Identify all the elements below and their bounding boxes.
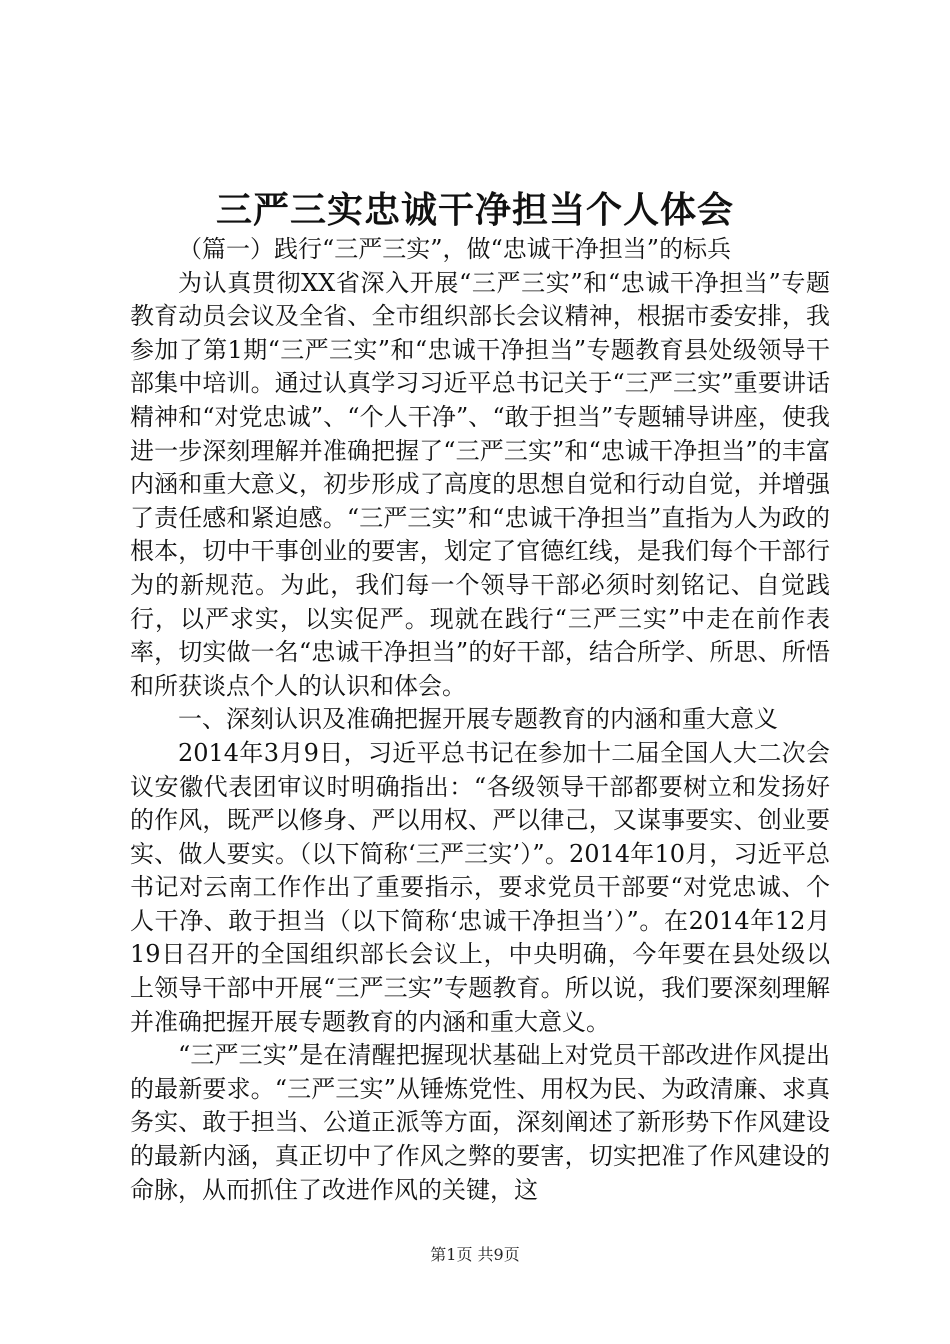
- paragraph-subtitle: （篇一）践行“三严三实”，做“忠诚干净担当”的标兵: [178, 235, 732, 263]
- page-number-footer: 第1页 共9页: [430, 1245, 520, 1264]
- paragraph-background: 2014年3月9日，习近平总书记在参加十二届全国人大二次会议安徽代表团审议时明确指出：“各级领导干部都要树立和发扬好的作风，既严以修身、严以用权、严以律己，又谋事要实、创业要实、做人要实。（以下简称‘三严三实’）”。2014年10月，习近平总书记对云南工作作出了重要指示，要求党员干部要“对党忠诚、个人干净、敢于担当（以下简称‘忠诚干净担当’）”。在2014年12月19日召开的全国组织部长会议上，中央明确，今年要在县处级以上领导干部中开展“三严三实”专题教育。所以说，我们要深刻理解并准确把握开展专题教育的内涵和重大意义。: [130, 738, 830, 1036]
- section-heading: 一、深刻认识及准确把握开展专题教育的内涵和重大意义: [178, 705, 778, 734]
- document-title: 三严三实忠诚干净担当个人体会: [215, 189, 734, 231]
- paragraph-intro: 为认真贯彻XX省深入开展“三严三实”和“忠诚干净担当”专题教育动员会议及全省、全市组织部长会议精神，根据市委安排，我参加了第1期“三严三实”和“忠诚干净担当”专题教育县处级领导干部集中培训。通过认真学习习近平总书记关于“三严三实”重要讲话精神和“对党忠诚”、“个人干净”、“敢于担当”专题辅导讲座，使我进一步深刻理解并准确把握了“三严三实”和“忠诚干净担当”的丰富内涵和重大意义，初步形成了高度的思想自觉和行动自觉，并增强了责任感和紧迫感。“三严三实”和“忠诚干净担当”直指为人为政的根本，切中干事创业的要害，划定了官德红线，是我们每个干部行为的新规范。为此，我们每一个领导干部必须时刻铭记、自觉践行，以严求实，以实促严。现就在践行“三严三实”中走在前作表率，切实做一名“忠诚干净担当”的好干部，结合所学、所思、所悟和所获谈点个人的认识和体会。: [130, 268, 830, 700]
- paragraph-analysis: “三严三实”是在清醒把握现状基础上对党员干部改进作风提出的最新要求。“三严三实”从锤炼党性、用权为民、为政清廉、求真务实、敢于担当、公道正派等方面，深刻阐述了新形势下作风建设的最新内涵，真正切中了作风之弊的要害，切实把准了作风建设的命脉，从而抓住了改进作风的关键，这: [130, 1041, 830, 1204]
- document-body: [130, 233, 830, 1207]
